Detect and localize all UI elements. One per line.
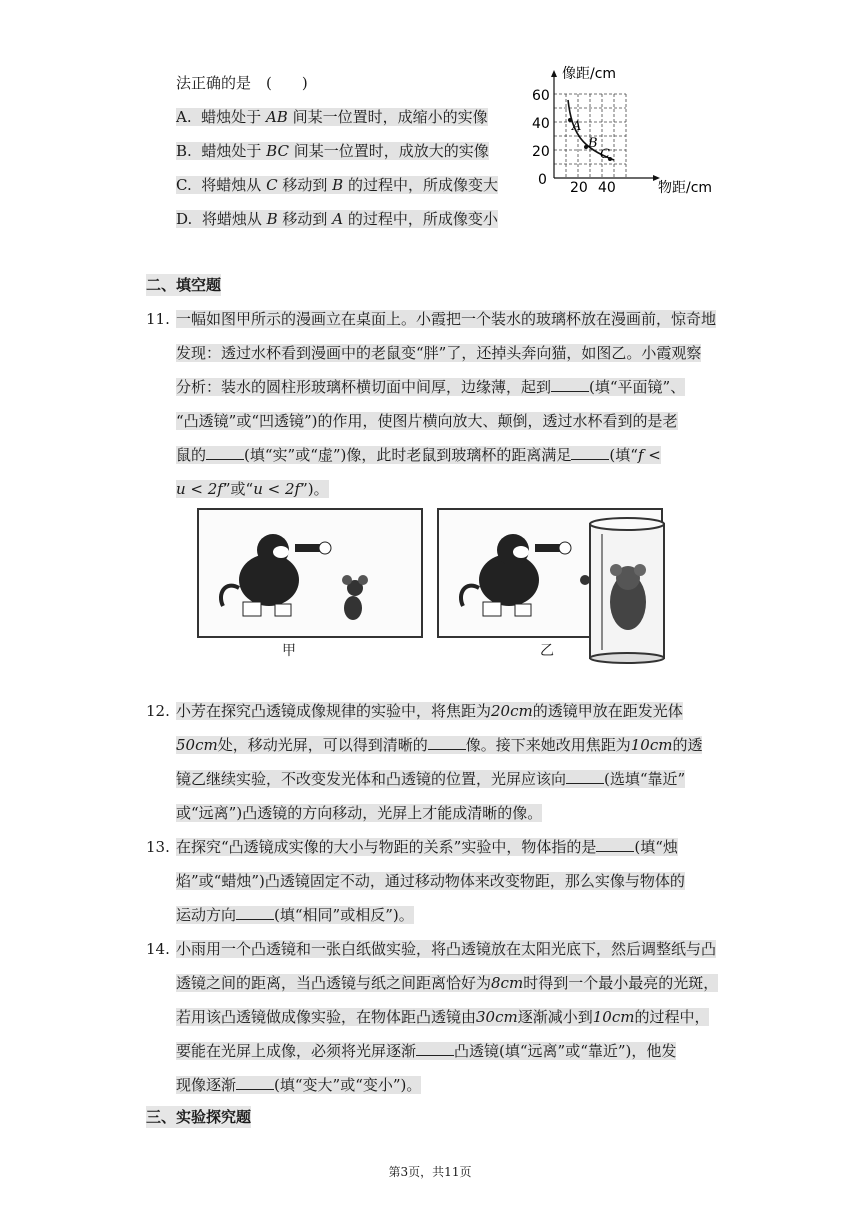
option-label: D.	[176, 210, 193, 228]
q11-line-4: “凸透镜”或“凹透镜”)的作用，使图片横向放大、颠倒，透过水杯看到的是老	[176, 412, 678, 430]
point-b-label: B	[588, 136, 598, 151]
y-tick-0: 0	[538, 172, 547, 188]
figure-label-jia: 甲	[282, 643, 296, 659]
q13-number: 13.	[146, 838, 170, 856]
water-glass-icon	[586, 516, 672, 664]
q10-option-d[interactable]: D. 将蜡烛从 B 移动到 A 的过程中，所成像变小	[176, 210, 498, 228]
q14-line-1: 小雨用一个凸透镜和一张白纸做实验，将凸透镜放在太阳光底下，然后调整纸与凸	[176, 940, 717, 958]
answer-blank[interactable]	[571, 445, 609, 460]
image-distance-graph	[530, 64, 720, 194]
q12-line-4: 或“远离”)凸透镜的方向移动，光屏上才能成清晰的像。	[176, 804, 543, 822]
answer-blank[interactable]	[236, 905, 274, 920]
q11-line-1: 一幅如图甲所示的漫画立在桌面上。小霞把一个装水的玻璃杯放在漫画前，惊奇地	[176, 310, 717, 328]
y-tick-60: 60	[532, 88, 550, 104]
option-label: C.	[176, 176, 192, 194]
q12-number: 12.	[146, 702, 170, 720]
point-a-label: A	[572, 119, 582, 134]
q13-line-3: 运动方向 (填“相同”或相反”)。	[176, 906, 414, 924]
q10-option-b[interactable]: B. 蜡烛处于 BC 间某一位置时，成放大的实像	[176, 142, 489, 160]
q14-line-2: 透镜之间的距离，当凸透镜与纸之间距离恰好为8cm时得到一个最小最亮的光斑，	[176, 974, 719, 992]
answer-blank[interactable]	[428, 735, 466, 750]
q11-line-5: 鼠的 (填“实”或“虚”)像，此时老鼠到玻璃杯的距离满足 (填“f <	[176, 446, 661, 464]
q10-option-a[interactable]: A. 蜡烛处于 AB 间某一位置时，成缩小的实像	[176, 108, 488, 126]
answer-blank[interactable]	[236, 1075, 274, 1090]
q12-line-3: 镜乙继续实验，不改变发光体和凸透镜的位置，光屏应该向 (选填“靠近”	[176, 770, 686, 788]
figure-jia-panel	[197, 508, 423, 638]
x-axis-label: 物距/cm	[658, 180, 713, 194]
q11-line-2: 发现：透过水杯看到漫画中的老鼠变“胖”了，还掉头奔向猫，如图乙。小霞观察	[176, 344, 702, 362]
q11-number: 11.	[146, 310, 170, 328]
page-footer: 第3页，共11页	[388, 1165, 472, 1179]
y-tick-40: 40	[532, 116, 550, 132]
q14-number: 14.	[146, 940, 170, 958]
x-tick-40: 40	[598, 180, 616, 194]
q12-line-1: 小芳在探究凸透镜成像规律的实验中，将焦距为20cm的透镜甲放在距发光体	[176, 702, 683, 720]
section-heading-experiment: 三、实验探究题	[146, 1108, 252, 1126]
q11-line-6: u < 2f”或“u < 2f”)。	[176, 480, 329, 498]
q10-option-c[interactable]: C. 将蜡烛从 C 移动到 B 的过程中，所成像变大	[176, 176, 498, 194]
figure-label-yi: 乙	[540, 643, 554, 659]
answer-blank[interactable]	[551, 377, 589, 392]
q13-line-2: 焰”或“蜡烛”)凸透镜固定不动，通过移动物体来改变物距，那么实像与物体的	[176, 872, 685, 890]
x-tick-20: 20	[570, 180, 588, 194]
q10-stem-end: 法正确的是 ( )	[176, 74, 308, 92]
q14-line-4: 要能在光屏上成像，必须将光屏逐渐 凸透镜(填“远离”或“靠近”)，他发	[176, 1042, 677, 1060]
option-label: B.	[176, 142, 192, 160]
q13-line-1: 在探究“凸透镜成实像的大小与物距的关系”实验中，物体指的是 (填“烛	[176, 838, 678, 856]
option-label: A.	[176, 108, 192, 126]
q11-line-3: 分析：装水的圆柱形玻璃杯横切面中间厚，边缘薄，起到 (填“平面镜”、	[176, 378, 686, 396]
answer-blank[interactable]	[416, 1041, 454, 1056]
q14-line-3: 若用该凸透镜做成像实验，在物体距凸透镜由30cm逐渐减小到10cm的过程中，	[176, 1008, 710, 1026]
q14-line-5: 现像逐渐 (填“变大”或“变小”)。	[176, 1076, 422, 1094]
point-c-label: C	[600, 147, 610, 162]
y-axis-label: 像距/cm	[562, 66, 617, 82]
section-heading-fill-blank: 二、填空题	[146, 276, 222, 294]
answer-blank[interactable]	[206, 445, 244, 460]
cat-and-mouse-illustration	[199, 510, 421, 636]
answer-blank[interactable]	[596, 837, 634, 852]
q12-line-2: 50cm处，移动光屏，可以得到清晰的 像。接下来她改用焦距为10cm的透	[176, 736, 703, 754]
y-tick-20: 20	[532, 144, 550, 160]
answer-blank[interactable]	[566, 769, 604, 784]
